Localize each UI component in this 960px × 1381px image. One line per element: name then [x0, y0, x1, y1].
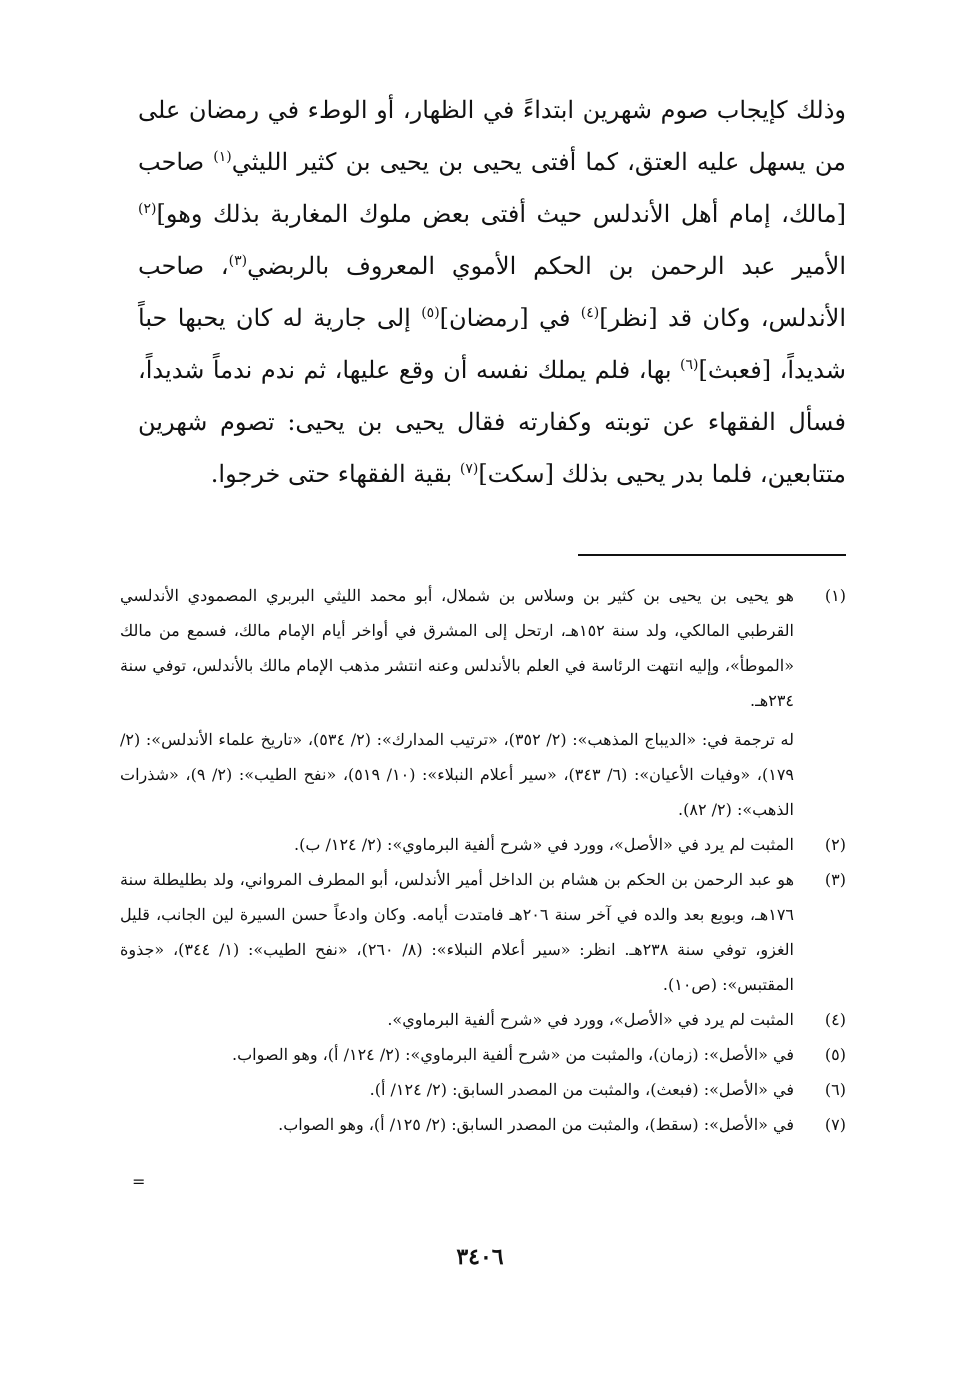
- text-run: في [رمضان]: [439, 304, 581, 332]
- footnote-1: [120, 578, 846, 827]
- footnote-ref-7[interactable]: (٧): [459, 461, 479, 477]
- footnote-6: [120, 1072, 846, 1107]
- footnote-body: [120, 578, 794, 827]
- text-run: إلى جارية له كان يحبها حباً شديداً، [فعبث]: [138, 304, 846, 384]
- footnote-ref-2[interactable]: (٢): [138, 201, 157, 217]
- footnote-ref-5[interactable]: (٥): [421, 305, 440, 321]
- footnote-text: المثبت لم يرد في «الأصل»، وورد في «شرح ألفية البرماوي»: (٢/ ١٢٤/ ب).: [293, 835, 794, 854]
- text-run: الأمير عبد الرحمن بن الحكم الأموي المعروف بالربضي: [247, 252, 846, 280]
- text-run: صاحب [مالك، إمام أهل الأندلس حيث أفتى بعض ملوك المغاربة بذلك وهو]: [138, 148, 846, 228]
- footnote-body: [120, 1002, 794, 1037]
- footnote-number: (٤): [824, 1010, 846, 1029]
- footnote-sources: له ترجمة في: «الديباج المذهب»: (٢/ ٣٥٢)، «ترتيب المدارك»: (٢/ ٥٣٤)، «تاريخ علماء الأندلس»: (٢/ ١٧٩)، «وفيات الأعيان»: (٦/ ٣٤٣)، «سير أعلام النبلاء»: (١٠/ ٥١٩)، «نفح الطيب»: (٢/ ٩)، «شذرات الذهب»: (٢/ ٨٢).: [120, 730, 795, 819]
- footnote-text: هو يحيى بن يحيى بن كثير بن وسلاس بن شملال، أبو محمد الليثي البربري المصمودي الأندلسي القرطبي المالكي، ولد سنة ١٥٢هـ، ارتحل إلى المشرق في أواخر أيام الإمام مالك، فسمع من مالك «الموطأ»، وإليه انتهت الرئاسة في العلم بالأندلس وعنه انتشر مذهب الإمام مالك بالأندلس، توفي سنة ٢٣٤هـ.: [120, 586, 795, 710]
- footnote-3: [120, 862, 846, 1002]
- footnote-text: المثبت لم يرد في «الأصل»، وورد في «شرح ألفية البرماوي».: [387, 1010, 794, 1029]
- text-run: بها، فلم يملك نفسه أن وقع عليها، ثم ندم ندماً شديداً، فسأل الفقهاء عن توبته وكفارته فقال يحيى بن يحيى: تصوم شهرين متتابعين، فلما بدر يحيى بذلك [سكت]: [138, 356, 846, 488]
- footnote-body: [120, 1072, 794, 1107]
- footnote-ref-3[interactable]: (٣): [228, 253, 248, 269]
- footnote-text: في «الأصل»: (فبعث)، والمثبت من المصدر السابق: (٢/ ١٢٤/ أ).: [369, 1080, 794, 1099]
- footnote-number: (٧): [824, 1115, 846, 1134]
- footnote-body: [120, 827, 794, 862]
- footnotes: [120, 578, 846, 1142]
- footnote-separator: [578, 554, 846, 556]
- footnote-number: (٦): [824, 1080, 846, 1099]
- footnote-ref-1[interactable]: (١): [213, 149, 232, 165]
- footnote-ref-4[interactable]: (٤): [580, 305, 600, 321]
- footnote-5: [120, 1037, 846, 1072]
- text-run: ، صاحب الأندلس، وكان قد [نظر]: [138, 252, 847, 332]
- main-paragraph: [138, 84, 846, 500]
- footnote-text: في «الأصل»: (سقط)، والمثبت من المصدر السابق: (٢/ ١٢٥/ أ)، وهو الصواب.: [278, 1115, 794, 1134]
- text-run: بقية الفقهاء حتى خرجوا.: [210, 460, 460, 488]
- continuation-mark: =: [132, 1172, 146, 1191]
- footnote-ref-6[interactable]: (٦): [680, 357, 699, 373]
- footnote-number: (٣): [824, 870, 846, 889]
- footnote-number: (٢): [824, 835, 846, 854]
- footnote-number: (١): [824, 586, 846, 605]
- footnote-number: (٥): [824, 1045, 846, 1064]
- footnote-body: [120, 1107, 794, 1142]
- footnote-2: [120, 827, 846, 862]
- footnote-body: [120, 1037, 794, 1072]
- footnote-7: [120, 1107, 846, 1142]
- footnote-body: [120, 862, 794, 1002]
- page-number: ٣٤٠٦: [456, 1244, 504, 1270]
- footnote-text: في «الأصل»: (زمان)، والمثبت من «شرح ألفية البرماوي»: (٢/ ١٢٤/ أ)، وهو الصواب.: [231, 1045, 794, 1064]
- main-text: [138, 84, 846, 500]
- footnote-4: [120, 1002, 846, 1037]
- footnote-text: هو عبد الرحمن بن الحكم بن هشام بن الداخل أمير الأندلس، أبو المطرف المرواني، ولد بطليطلة سنة ١٧٦هـ، وبويع بعد والده في آخر سنة ٢٠٦هـ فامتدت أيامه. وكان وادعاً حسن السيرة لين الجانب، قليل الغزو، توفي سنة ٢٣٨هـ. انظر: «سير أعلام النبلاء»: (٨/ ٢٦٠)، «نفح الطيب»: (١/ ٣٤٤)، «جذوة المقتبس»: (ص١٠).: [120, 870, 794, 994]
- text-run: وذلك كإيجاب صوم شهرين ابتداءً في الظهار، أو الوطء في رمضان على من يسهل عليه العتق، كما أفتى يحيى بن يحيى بن كثير الليثي: [138, 96, 846, 176]
